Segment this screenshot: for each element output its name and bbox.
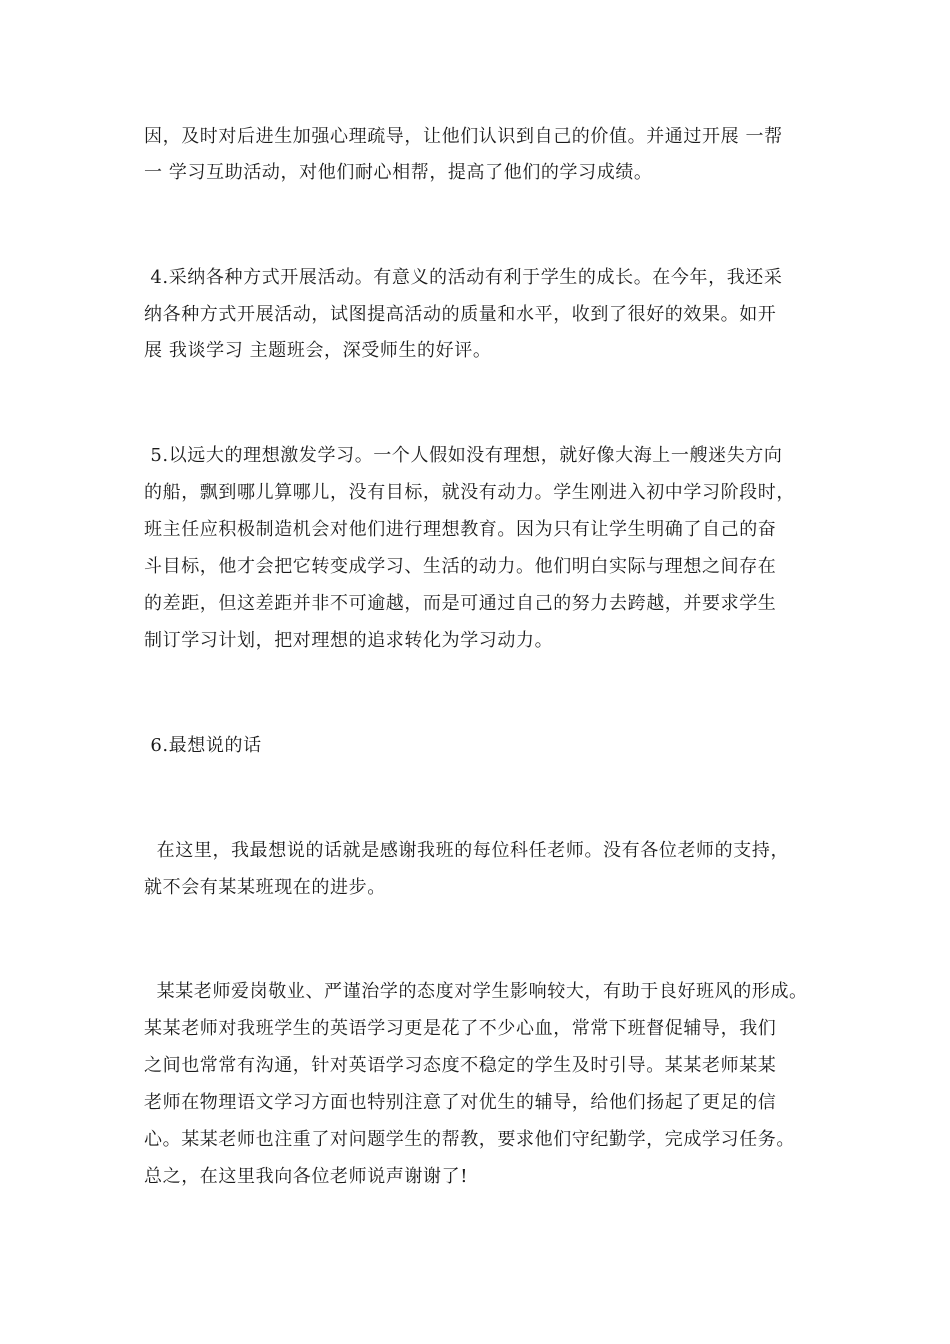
paragraph-6-line-2: 某某老师对我班学生的英语学习更是花了不少心血，常常下班督促辅导，我们 [144,1018,777,1039]
paragraph-4-heading: 6.最想说的话 [144,735,262,756]
paragraph-6-line-5: 心。某某老师也注重了对问题学生的帮教，要求他们守纪勤学，完成学习任务。 [144,1129,795,1150]
paragraph-6-line-1: 某某老师爱岗敬业、严谨治学的态度对学生影响较大，有助于良好班风的形成。 [144,981,808,1002]
paragraph-1-line-1: 因，及时对后进生加强心理疏导，让他们认识到自己的价值。并通过开展 一帮 [144,126,783,147]
paragraph-6-line-6: 总之，在这里我向各位老师说声谢谢了! [144,1166,469,1187]
paragraph-6-line-4: 老师在物理语文学习方面也特别注意了对优生的辅导，给他们扬起了更足的信 [144,1092,777,1113]
paragraph-5-line-2: 就不会有某某班现在的进步。 [144,877,386,898]
paragraph-2-line-1: 4.采纳各种方式开展活动。有意义的活动有利于学生的成长。在今年，我还采 [144,267,783,288]
paragraph-3-line-5: 的差距，但这差距并非不可逾越，而是可通过自己的努力去跨越，并要求学生 [144,593,777,614]
paragraph-5-line-1: 在这里，我最想说的话就是感谢我班的每位科任老师。没有各位老师的支持， [144,840,790,861]
paragraph-2-line-3: 展 我谈学习 主题班会，深受师生的好评。 [144,340,492,361]
paragraph-2-line-2: 纳各种方式开展活动，试图提高活动的质量和水平，收到了很好的效果。如开 [144,304,777,325]
paragraph-3-line-4: 斗目标，他才会把它转变成学习、生活的动力。他们明白实际与理想之间存在 [144,556,777,577]
paragraph-3-line-2: 的船，飘到哪儿算哪儿，没有目标，就没有动力。学生刚进入初中学习阶段时， [144,482,795,503]
paragraph-6-line-3: 之间也常常有沟通，针对英语学习态度不稳定的学生及时引导。某某老师某某 [144,1055,777,1076]
paragraph-3-line-3: 班主任应积极制造机会对他们进行理想教育。因为只有让学生明确了自己的奋 [144,519,777,540]
paragraph-1-line-2: 一 学习互助活动，对他们耐心相帮，提高了他们的学习成绩。 [144,162,653,183]
paragraph-3-line-1: 5.以远大的理想激发学习。一个人假如没有理想，就好像大海上一艘迷失方向 [144,445,783,466]
paragraph-3-line-6: 制订学习计划，把对理想的追求转化为学习动力。 [144,630,554,651]
